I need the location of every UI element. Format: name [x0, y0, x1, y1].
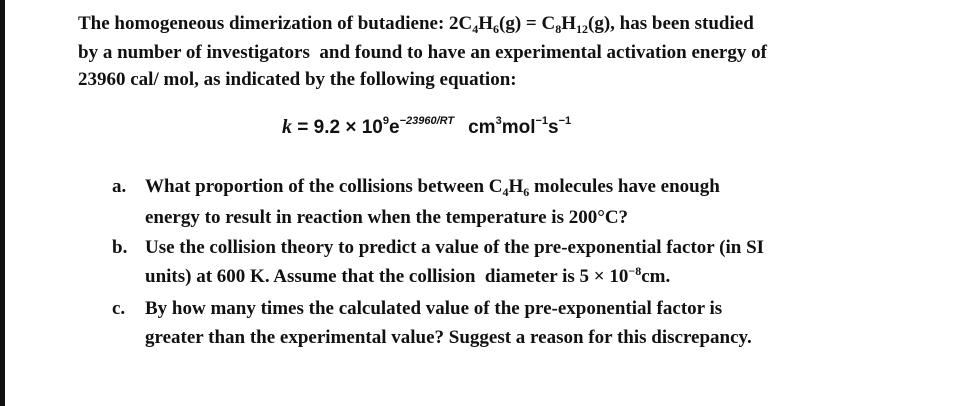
question-marker: c. [112, 298, 126, 319]
question-b: b. Use the collision theory to predict a value of the pre-exponential factor (in SI units) at 600 K. Assume that the collision diameter is $5 \times 10^{-8}cm$. [112, 233, 872, 293]
intro-line-2: by a number of investigators and found to have an experimental activation energy of [78, 42, 767, 63]
intro-line-1: The homogeneous dimerization of butadiene: $2C_4H_6(g) = C_8H_{12}(g)$, has been studied [78, 13, 754, 36]
rate-constant-symbol: k [282, 116, 292, 138]
intro-line-3: 23960 cal/ mol, as indicated by the following equation: [78, 69, 517, 90]
left-border-line [0, 0, 5, 406]
question-marker: b. [112, 237, 128, 258]
question-marker: a. [112, 176, 127, 197]
question-list [112, 172, 872, 353]
problem-intro [78, 10, 878, 93]
rate-equation: $k = 9.2 \times 10^9e^{-23960/RT}$ $cm^3mol^{-1}s^{-1}$ [282, 115, 572, 138]
question-c: c. By how many times the calculated value of the pre-exponential factor is greater than the experimental value? Suggest a reason for this discrepancy. [112, 294, 872, 352]
question-a: a. What proportion of the collisions between $C_4H_6$ molecules have enough energy to result in reaction when the temperature is 200°C? [112, 172, 872, 232]
